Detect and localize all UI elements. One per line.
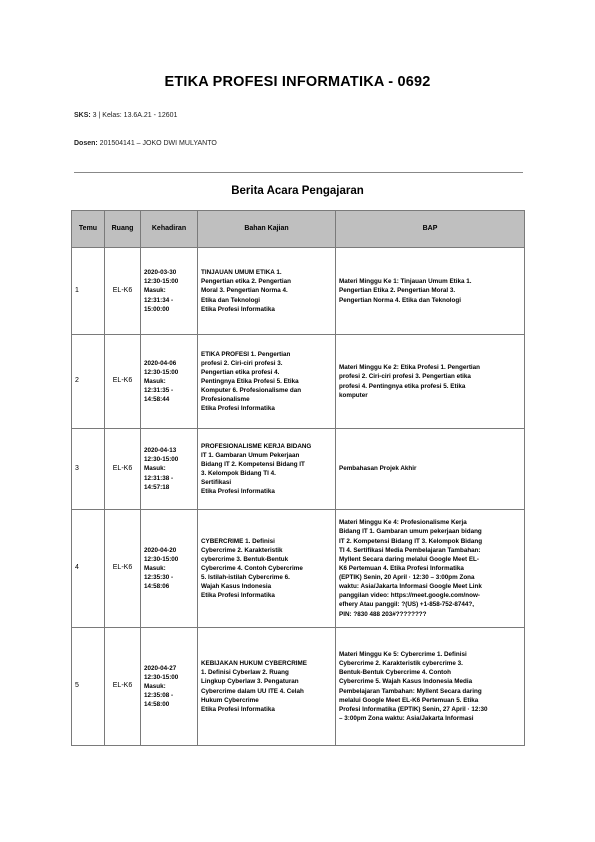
attendance-line: Masuk:	[144, 377, 166, 385]
material-line: PROFESIONALISME KERJA BIDANG	[201, 442, 312, 450]
material-line: KEBIJAKAN HUKUM CYBERCRIME	[201, 660, 308, 668]
sks-class-info	[74, 112, 177, 119]
attendance-line: 2020-04-06	[144, 359, 177, 367]
cell-bap	[336, 510, 525, 628]
attendance-line: 12:35:08 -	[144, 692, 174, 700]
cell-bahan-kajian	[198, 248, 336, 335]
attendance-line: 12:31:34 -	[144, 296, 174, 304]
lecturer-info	[74, 140, 217, 147]
bap-line: Pengertian Norma 4. Etika dan Teknologi	[339, 296, 461, 304]
material-line: ETIKA PROFESI 1. Pengertian	[201, 350, 291, 358]
material-line: profesi 2. Ciri-ciri profesi 3.	[201, 359, 283, 367]
cell-ruang: EL-K6	[105, 248, 141, 335]
material-line: Etika Profesi Informatika	[201, 305, 275, 313]
cell-kehadiran	[141, 628, 198, 746]
attendance-line: 14:58:44	[144, 396, 170, 404]
bap-line: Pengertian Etika 2. Pengertian Moral 3.	[339, 287, 456, 295]
bap-line: Materi Minggu Ke 1: Tinjauan Umum Etika 1.	[339, 278, 472, 286]
header-bap: BAP	[336, 211, 525, 248]
attendance-line: 12:30-15:00	[144, 278, 179, 286]
cell-ruang: EL-K6	[105, 335, 141, 429]
material-line: Cybercrime 2. Karakteristik	[201, 546, 283, 554]
cell-temu: 1	[72, 248, 105, 335]
header-bahan-kajian: Bahan Kajian	[198, 211, 336, 248]
table-row	[72, 628, 525, 746]
material-line: CYBERCRIME 1. Definisi	[201, 537, 275, 545]
bap-line: efhery Atau panggil: ?(US) +1-858-752-8744?,	[339, 601, 475, 609]
header-ruang: Ruang	[105, 211, 141, 248]
material-line: Pengertian etika profesi 4.	[201, 368, 280, 376]
dosen-label: Dosen:	[74, 140, 98, 147]
bap-line: (EPTIK) Senin, 20 April · 12:30 – 3:00pm Zona	[339, 574, 475, 582]
cell-bahan-kajian	[198, 628, 336, 746]
material-line: Cybercrime 4. Contoh Cybercrime	[201, 564, 303, 572]
material-line: Sertifikasi	[201, 479, 232, 487]
sks-label: SKS:	[74, 112, 91, 119]
material-line: Bidang IT 2. Kompetensi Bidang IT	[201, 460, 305, 468]
cell-bahan-kajian	[198, 429, 336, 510]
bap-line: TI 4. Sertifikasi Media Pembelajaran Tambahan:	[339, 546, 481, 554]
bap-line: Profesi Informatika (EPTIK) Senin, 27 April · 12:30	[339, 705, 488, 713]
attendance-line: Masuk:	[144, 465, 166, 473]
material-line: IT 1. Gambaran Umum Pekerjaan	[201, 451, 300, 459]
material-line: 5. Istilah-istilah Cybercrime 6.	[201, 574, 290, 582]
table-row	[72, 248, 525, 335]
bap-line: Bidang IT 1. Gambaran umum pekerjaan bidang	[339, 528, 482, 536]
material-line: Etika Profesi Informatika	[201, 405, 275, 413]
teaching-record-table	[71, 210, 525, 746]
section-title: Berita Acara Pengajaran	[231, 185, 364, 197]
bap-line: panggilan video: https://meet.google.com/now-	[339, 592, 480, 600]
attendance-line: 12:30-15:00	[144, 456, 179, 464]
bap-line: IT 2. Kompetensi Bidang IT 3. Kelompok Bidang	[339, 537, 483, 545]
bap-line: Materi Minggu Ke 5: Cybercrime 1. Definisi	[339, 651, 467, 658]
material-line: 1. Definisi Cyberlaw 2. Ruang	[201, 669, 289, 677]
material-line: Etika Profesi Informatika	[201, 705, 275, 713]
material-line: cybercrime 3. Bentuk-Bentuk	[201, 555, 289, 563]
material-line: Pengertian etika 2. Pengertian	[201, 278, 291, 286]
divider	[74, 172, 523, 173]
cell-kehadiran	[141, 429, 198, 510]
material-line: Cybercrime dalam UU ITE 4. Celah	[201, 687, 304, 695]
attendance-line: 14:57:18	[144, 483, 170, 491]
bap-line: Myllent Secara daring melalui Google Meet EL-	[339, 555, 479, 563]
cell-bap	[336, 628, 525, 746]
attendance-line: Masuk:	[144, 287, 166, 295]
cell-bahan-kajian	[198, 510, 336, 628]
cell-temu: 3	[72, 429, 105, 510]
cell-bap	[336, 248, 525, 335]
attendance-line: Masuk:	[144, 564, 166, 572]
header-temu: Temu	[72, 211, 105, 248]
material-line: 3. Kelompok Bidang TI 4.	[201, 470, 276, 477]
attendance-line: 12:35:30 -	[144, 574, 174, 582]
material-line: Moral 3. Pengertian Norma 4.	[201, 287, 288, 295]
attendance-line: 15:00:00	[144, 305, 170, 313]
cell-kehadiran	[141, 248, 198, 335]
cell-bap	[336, 335, 525, 429]
cell-ruang: EL-K6	[105, 510, 141, 628]
cell-ruang: EL-K6	[105, 429, 141, 510]
material-line: Lingkup Cyberlaw 3. Pengaturan	[201, 678, 299, 686]
cell-temu: 2	[72, 335, 105, 429]
bap-line: Materi Minggu Ke 4: Profesionalisme Kerja	[339, 519, 467, 527]
attendance-line: 12:30-15:00	[144, 368, 179, 376]
bap-line: profesi 2. Ciri-ciri profesi 3. Pengertian etika	[339, 373, 471, 381]
sks-value: 3 | Kelas: 13.6A.21 - 12601	[90, 112, 178, 119]
attendance-line: 14:58:06	[144, 583, 170, 591]
attendance-line: 12:31:38 -	[144, 474, 174, 482]
course-title: ETIKA PROFESI INFORMATIKA - 0692	[164, 74, 431, 90]
bap-line: Cybercrime 5. Wajah Kasus Indonesia Media	[339, 678, 473, 686]
attendance-line: 12:30-15:00	[144, 673, 179, 681]
dosen-value: 201504141 – JOKO DWI MULYANTO	[97, 140, 217, 147]
material-line: Etika Profesi Informatika	[201, 488, 275, 496]
cell-bap	[336, 429, 525, 510]
bap-line: melalui Google Meet EL-K6 Pertemuan 5. Etika	[339, 696, 479, 704]
bap-line: Bentuk-Bentuk Cybercrime 4. Contoh	[339, 669, 451, 677]
material-line: Profesionalisme	[201, 396, 250, 404]
bap-line: – 3:00pm Zona waktu: Asia/Jakarta Informasi	[339, 714, 474, 722]
cell-temu: 5	[72, 628, 105, 746]
cell-kehadiran	[141, 335, 198, 429]
bap-line: waktu: Asia/Jakarta Informasi Google Meet Link	[339, 583, 482, 591]
cell-kehadiran	[141, 510, 198, 628]
table-header-row	[72, 211, 525, 248]
material-line: Pentingnya Etika Profesi 5. Etika	[201, 377, 299, 385]
bap-line: PIN: ?830 488 203#????????	[339, 610, 427, 618]
bap-line: Cybercrime 2. Karakteristik cybercrime 3.	[339, 660, 463, 668]
attendance-line: 12:31:35 -	[144, 387, 174, 395]
table-row	[72, 335, 525, 429]
header-kehadiran: Kehadiran	[141, 211, 198, 248]
material-line: Komputer 6. Profesionalisme dan	[201, 387, 302, 395]
attendance-line: 12:30-15:00	[144, 555, 179, 563]
cell-ruang: EL-K6	[105, 628, 141, 746]
cell-bahan-kajian	[198, 335, 336, 429]
bap-line: Pembahasan Projek Akhir	[339, 465, 417, 473]
attendance-line: 2020-04-13	[144, 447, 177, 455]
material-line: Wajah Kasus Indonesia	[201, 583, 272, 591]
attendance-line: 2020-04-20	[144, 546, 177, 554]
bap-line: K6 Pertemuan 4. Etika Profesi Informatika	[339, 564, 464, 572]
bap-line: Pembelajaran Tambahan: Myllent Secara daring	[339, 687, 482, 695]
attendance-line: 2020-04-27	[144, 664, 177, 672]
table-row	[72, 510, 525, 628]
material-line: Hukum Cybercrime	[201, 696, 259, 704]
bap-line: komputer	[339, 391, 368, 399]
cell-temu: 4	[72, 510, 105, 628]
attendance-line: 2020-03-30	[144, 269, 177, 277]
material-line: Etika Profesi Informatika	[201, 592, 275, 600]
material-line: Etika dan Teknologi	[201, 296, 261, 304]
bap-line: profesi 4. Pentingnya etika profesi 5. Etika	[339, 382, 466, 390]
attendance-line: 14:58:00	[144, 701, 170, 709]
attendance-line: Masuk:	[144, 682, 166, 690]
material-line: TINJAUAN UMUM ETIKA 1.	[201, 269, 282, 277]
table-row	[72, 429, 525, 510]
bap-line: Materi Minggu Ke 2: Etika Profesi 1. Pengertian	[339, 364, 481, 372]
